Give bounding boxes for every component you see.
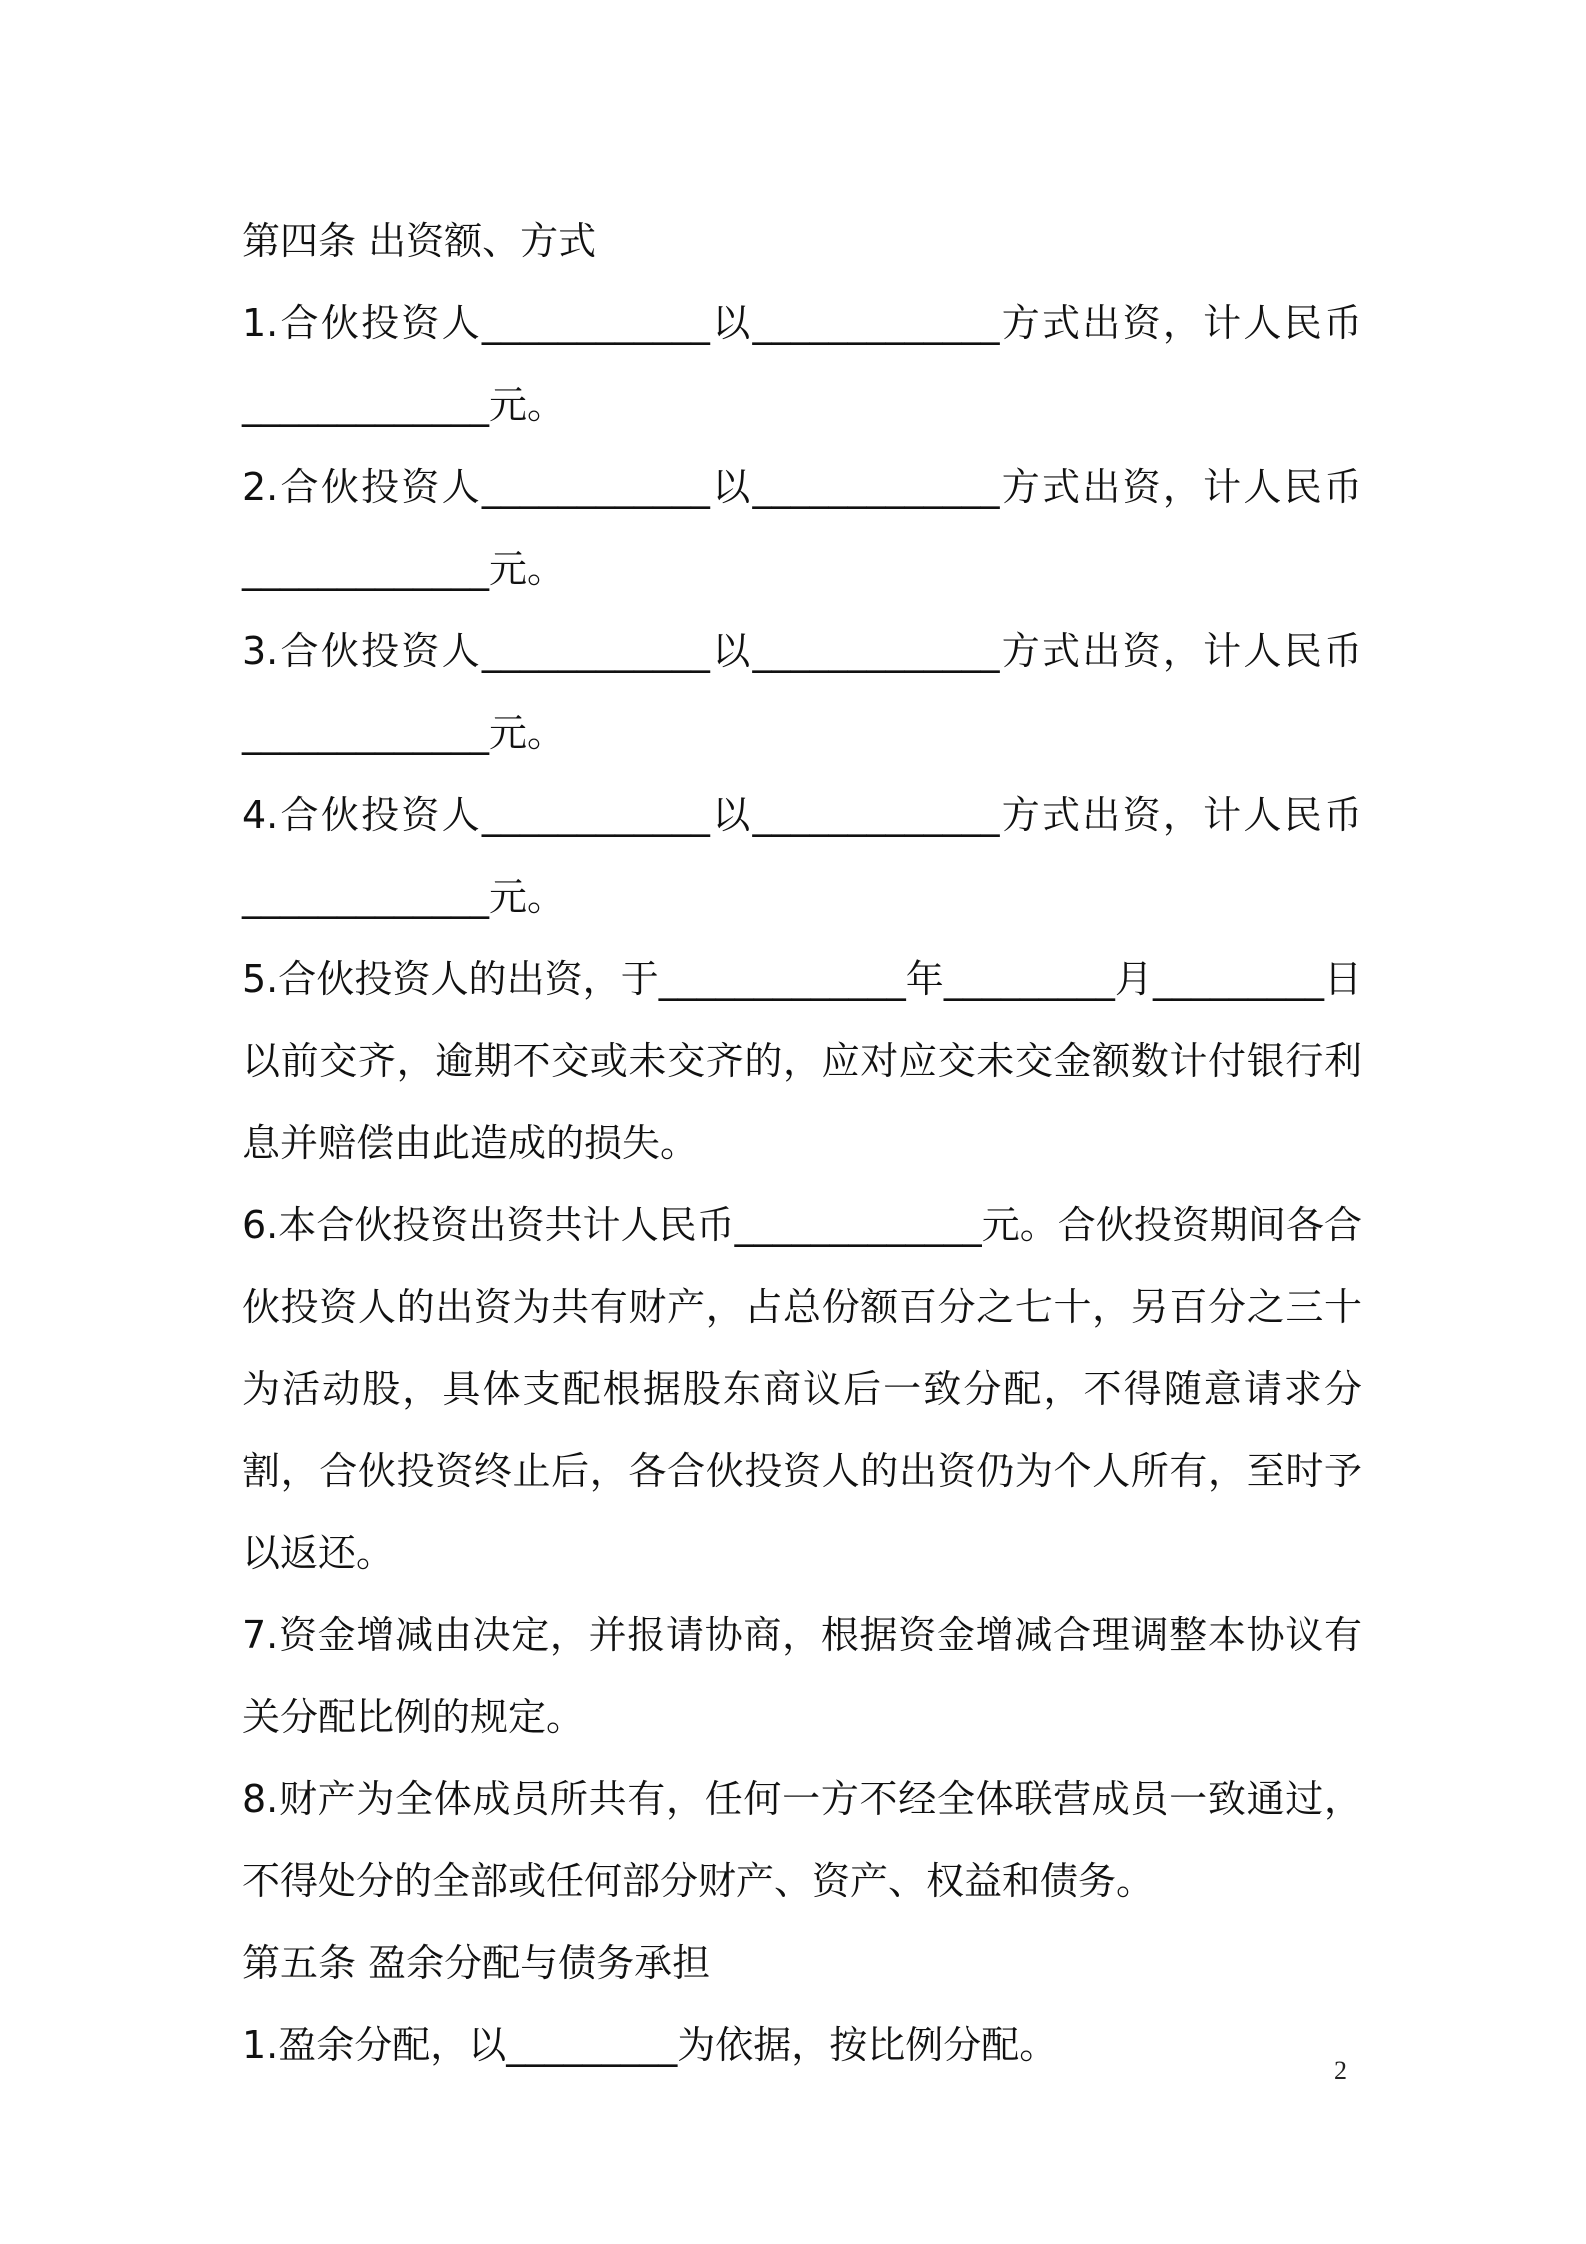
section-5-item-1: 1.盈余分配，以_________为依据，按比例分配。 [242,2023,1058,2067]
section-4-item-3: 3.合伙投资人____________以_____________方式出资，计人民币_____________元。 [242,629,1362,755]
document-body [242,200,1362,2086]
section-4-item-4: 4.合伙投资人____________以_____________方式出资，计人民币_____________元。 [242,793,1362,919]
section-5-title: 第五条 盈余分配与债务承担 [242,1941,711,1985]
section-4-item-6: 6.本合伙投资出资共计人民币_____________元。合伙投资期间各合伙投资人的出资为共有财产，占总份额百分之七十，另百分之三十为活动股，具体支配根据股东商议后一致分配，不得随意请求分割，合伙投资终止后，各合伙投资人的出资仍为个人所有，至时予以返还。 [242,1203,1362,1575]
section-4-item-1: 1.合伙投资人____________以_____________方式出资，计人民币_____________元。 [242,301,1362,427]
section-4-title: 第四条 出资额、方式 [242,219,597,263]
section-4-item-5: 5.合伙投资人的出资，于_____________年_________月_________日以前交齐，逾期不交或未交齐的，应对应交未交金额数计付银行利息并赔偿由此造成的损失。 [242,957,1362,1165]
section-4-item-2: 2.合伙投资人____________以_____________方式出资，计人民币_____________元。 [242,465,1362,591]
section-4-item-8: 8.财产为全体成员所共有，任何一方不经全体联营成员一致通过，不得处分的全部或任何部分财产、资产、权益和债务。 [242,1777,1362,1903]
section-4-item-7: 7.资金增减由决定，并报请协商，根据资金增减合理调整本协议有关分配比例的规定。 [242,1613,1362,1739]
page-number: 2 [1334,2056,1347,2085]
